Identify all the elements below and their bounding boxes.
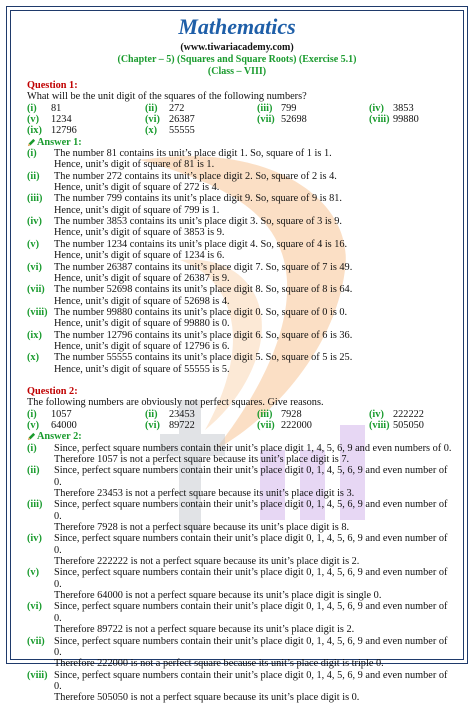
- answer-text: Since, perfect square numbers contain their unit’s place digit 0, 1, 4, 5, 6, 9 and even number of 0.: [54, 669, 448, 692]
- answer-text: The number 1234 contains its unit’s place digit 4. So, square of 4 is 16.: [54, 238, 348, 250]
- answer-number: [27, 341, 54, 352]
- q2-item: [257, 409, 369, 420]
- answer-number: (vii): [27, 635, 45, 647]
- answer-text: Hence, unit’s digit of square of 3853 is 9.: [54, 227, 225, 239]
- answer-text: The number 55555 contains its unit’s place digit 5. So, square of 5 is 25.: [54, 352, 353, 364]
- q1-item: [257, 114, 369, 125]
- item-value: 272: [169, 102, 185, 114]
- answer-number: [27, 205, 54, 216]
- answer-line: [27, 159, 452, 170]
- answer-line: [27, 193, 452, 204]
- item-number: (i): [27, 102, 37, 114]
- answer-number: (vii): [27, 284, 45, 296]
- item-value: 505050: [393, 419, 424, 431]
- answer-number: [27, 624, 54, 635]
- answer-text: The number 799 contains its unit’s place digit 9. So, square of 9 is 81.: [54, 193, 342, 205]
- q1-item: [27, 103, 145, 114]
- item-value: 799: [281, 102, 297, 114]
- item-number: (iii): [257, 102, 273, 114]
- answer-number: [27, 227, 54, 238]
- question-2-items: [27, 409, 452, 432]
- answer-2-list: [27, 443, 452, 704]
- item-value: 99880: [393, 114, 419, 126]
- answer-text: Hence, unit’s digit of square of 799 is 1.: [54, 204, 220, 216]
- item-number: (vi): [145, 419, 160, 431]
- item-number: (i): [27, 408, 37, 420]
- answer-line: [27, 239, 452, 250]
- answer-text: Therefore 222222 is not a perfect square because its unit’s place digit is 2.: [54, 556, 360, 568]
- item-number: (ii): [145, 102, 158, 114]
- answer-line: [27, 284, 452, 295]
- answer-text: The number 81 contains its unit’s place digit 1. So, square of 1 is 1.: [54, 148, 332, 160]
- question-2-text: The following numbers are obviously not perfect squares. Give reasons.: [27, 397, 324, 409]
- item-number: (iv): [369, 102, 384, 114]
- answer-text: Hence, unit’s digit of square of 55555 is 5.: [54, 363, 230, 375]
- answer-number: (i): [27, 442, 37, 454]
- answer-text: The number 12796 contains its unit’s place digit 6. So, square of 6 is 36.: [54, 329, 353, 341]
- answer-number: (i): [27, 148, 37, 160]
- answer-line: [27, 636, 452, 659]
- item-value: 55555: [169, 125, 195, 137]
- item-number: (viii): [369, 419, 390, 431]
- q1-item: [145, 125, 257, 136]
- item-value: 64000: [51, 419, 77, 431]
- answer-text: Since, perfect square numbers contain their unit’s place digit 1, 4, 5, 6, 9 and even numbers of 0.: [54, 442, 452, 454]
- q1-item: [145, 103, 257, 114]
- item-number: (ii): [145, 408, 158, 420]
- answer-text: Since, perfect square numbers contain their unit’s place digit 0, 1, 4, 5, 6, 9 and even number of 0.: [54, 533, 448, 556]
- answer-number: (ix): [27, 329, 42, 341]
- answer-text: Hence, unit’s digit of square of 1234 is 6.: [54, 250, 225, 262]
- answer-number: (iv): [27, 533, 42, 545]
- answer-text: Therefore 505050 is not a perfect square because its unit’s place digit is 0.: [54, 692, 360, 704]
- answer-1-label: Answer 1:: [37, 136, 82, 148]
- answer-line: [27, 601, 452, 624]
- q1-item: [27, 125, 145, 136]
- question-2-heading: Question 2:: [27, 385, 78, 397]
- item-value: 12796: [51, 125, 77, 137]
- answer-text: Since, perfect square numbers contain their unit’s place digit 0, 1, 4, 5, 6, 9 and even number of 0.: [54, 601, 448, 624]
- item-value: 1057: [51, 408, 72, 420]
- answer-text: Since, perfect square numbers contain their unit’s place digit 0, 1, 4, 5, 6, 9 and even number of 0.: [54, 499, 448, 522]
- q2-item: [27, 409, 145, 420]
- answer-text: Therefore 7928 is not a perfect square because its unit’s place digit is 8.: [54, 522, 350, 534]
- answer-text: The number 52698 contains its unit’s place digit 8. So, square of 8 is 64.: [54, 284, 353, 296]
- answer-text: The number 26387 contains its unit’s place digit 7. So, square of 7 is 49.: [54, 261, 353, 273]
- answer-text: Therefore 222000 is not a perfect square because its unit’s place digit is triple 0.: [54, 658, 384, 670]
- answer-line: [27, 318, 452, 329]
- item-value: 81: [51, 102, 62, 114]
- question-1-text: What will be the unit digit of the squares of the following numbers?: [27, 91, 307, 103]
- answer-number: (x): [27, 352, 40, 364]
- item-value: 3853: [393, 102, 414, 114]
- answer-line: [27, 624, 452, 635]
- answer-text: Hence, unit’s digit of square of 99880 is 0.: [54, 318, 230, 330]
- answer-number: [27, 488, 54, 499]
- answer-line: [27, 227, 452, 238]
- item-number: (v): [27, 114, 40, 126]
- answer-2-heading: [27, 431, 452, 442]
- answer-line: [27, 443, 452, 454]
- answer-number: [27, 250, 54, 261]
- q1-item: [369, 103, 452, 114]
- answer-line: [27, 567, 452, 590]
- answer-text: Since, perfect square numbers contain their unit’s place digit 0, 1, 4, 5, 6, 9 and even number of 0.: [54, 465, 448, 488]
- answer-number: (iv): [27, 216, 42, 228]
- answer-line: [27, 692, 452, 703]
- answer-number: (viii): [27, 669, 48, 681]
- answer-number: (v): [27, 238, 40, 250]
- answer-line: [27, 307, 452, 318]
- answer-line: [27, 522, 452, 533]
- answer-line: [27, 296, 452, 307]
- answer-text: Therefore 1057 is not a perfect square because its unit’s place digit is 7.: [54, 454, 350, 465]
- answer-number: [27, 159, 54, 170]
- answer-number: (vi): [27, 261, 42, 273]
- answer-text: Hence, unit’s digit of square of 81 is 1.: [54, 159, 215, 171]
- answer-number: [27, 182, 54, 193]
- answer-line: [27, 273, 452, 284]
- answer-line: [27, 262, 452, 273]
- item-value: 23453: [169, 408, 195, 420]
- answer-number: [27, 522, 54, 533]
- answer-number: [27, 556, 54, 567]
- q1-item: [145, 114, 257, 125]
- answer-1-heading: [27, 137, 452, 148]
- item-value: 222222: [393, 408, 424, 420]
- q1-item: [257, 103, 369, 114]
- item-value: 89722: [169, 419, 195, 431]
- q2-item: [145, 420, 257, 431]
- answer-number: (viii): [27, 306, 48, 318]
- answer-text: The number 3853 contains its unit’s place digit 3. So, square of 3 is 9.: [54, 216, 342, 228]
- item-number: (iv): [369, 408, 384, 420]
- answer-text: Therefore 23453 is not a perfect square because its unit’s place digit is 3.: [54, 488, 355, 500]
- answer-line: [27, 533, 452, 556]
- answer-line: [27, 182, 452, 193]
- answer-number: [27, 454, 54, 465]
- answer-1-list: [27, 148, 452, 375]
- item-value: 222000: [281, 419, 312, 431]
- item-value: 1234: [51, 114, 72, 126]
- item-number: (x): [145, 125, 158, 137]
- pencil-icon: [27, 138, 36, 147]
- item-number: (iii): [257, 408, 273, 420]
- answer-line: [27, 216, 452, 227]
- answer-number: [27, 692, 54, 703]
- answer-line: [27, 658, 452, 669]
- item-number: (ix): [27, 125, 42, 137]
- answer-number: (vi): [27, 601, 42, 613]
- answer-line: [27, 171, 452, 182]
- answer-line: [27, 556, 452, 567]
- answer-line: [27, 352, 452, 363]
- item-value: 52698: [281, 114, 307, 126]
- answer-number: (v): [27, 567, 40, 579]
- answer-line: [27, 488, 452, 499]
- class-subtitle: (Class – VIII): [207, 66, 267, 77]
- q2-item: [369, 420, 452, 431]
- answer-text: The number 272 contains its unit’s place digit 2. So, square of 2 is 4.: [54, 170, 337, 182]
- content-body: [27, 80, 452, 704]
- answer-number: [27, 273, 54, 284]
- answer-number: [27, 364, 54, 375]
- item-number: (vii): [257, 114, 275, 126]
- question-1-heading: Question 1:: [27, 80, 78, 91]
- question-1-items: [27, 103, 452, 137]
- chapter-subtitle: (Chapter – 5) (Squares and Square Roots) (Exercise 5.1): [117, 54, 357, 65]
- q2-item: [257, 420, 369, 431]
- answer-line: [27, 499, 452, 522]
- answer-line: [27, 454, 452, 465]
- answer-text: Therefore 64000 is not a perfect square because its unit’s place digit is single 0.: [54, 590, 382, 602]
- answer-number: [27, 658, 54, 669]
- answer-number: [27, 590, 54, 601]
- answer-line: [27, 590, 452, 601]
- answer-line: [27, 250, 452, 261]
- answer-line: [27, 330, 452, 341]
- answer-text: Hence, unit’s digit of square of 12796 is 6.: [54, 340, 230, 352]
- answer-number: (iii): [27, 499, 43, 511]
- q1-item: [27, 114, 145, 125]
- answer-number: (ii): [27, 170, 40, 182]
- answer-line: [27, 670, 452, 693]
- item-value: 7928: [281, 408, 302, 420]
- q2-item: [27, 420, 145, 431]
- pencil-icon: [27, 432, 36, 441]
- item-number: (vi): [145, 114, 160, 126]
- answer-number: [27, 296, 54, 307]
- answer-line: [27, 148, 452, 159]
- answer-text: Hence, unit’s digit of square of 52698 is 4.: [54, 295, 230, 307]
- item-number: (v): [27, 419, 40, 431]
- answer-text: Since, perfect square numbers contain their unit’s place digit 0, 1, 4, 5, 6, 9 and even number of 0.: [54, 567, 448, 590]
- website-link[interactable]: (www.tiwariacademy.com): [180, 42, 294, 53]
- answer-number: [27, 318, 54, 329]
- answer-text: The number 99880 contains its unit’s place digit 0. So, square of 0 is 0.: [54, 306, 348, 318]
- answer-text: Hence, unit’s digit of square of 272 is 4.: [54, 182, 220, 194]
- q2-item: [369, 409, 452, 420]
- q2-item: [145, 409, 257, 420]
- answer-text: Therefore 89722 is not a perfect square because its unit’s place digit is 2.: [54, 624, 355, 636]
- answer-text: Hence, unit’s digit of square of 26387 is 9.: [54, 272, 230, 284]
- item-value: 26387: [169, 114, 195, 126]
- answer-line: [27, 465, 452, 488]
- page-title: Mathematics: [178, 14, 296, 39]
- q1-item: [369, 114, 452, 125]
- answer-number: (iii): [27, 193, 43, 205]
- answer-line: [27, 205, 452, 216]
- answer-line: [27, 364, 452, 375]
- answer-line: [27, 341, 452, 352]
- item-number: (vii): [257, 419, 275, 431]
- item-number: (viii): [369, 114, 390, 126]
- answer-2-label: Answer 2:: [37, 431, 82, 443]
- answer-number: (ii): [27, 465, 40, 477]
- answer-text: Since, perfect square numbers contain their unit’s place digit 0, 1, 4, 5, 6, 9 and even number of 0.: [54, 635, 448, 658]
